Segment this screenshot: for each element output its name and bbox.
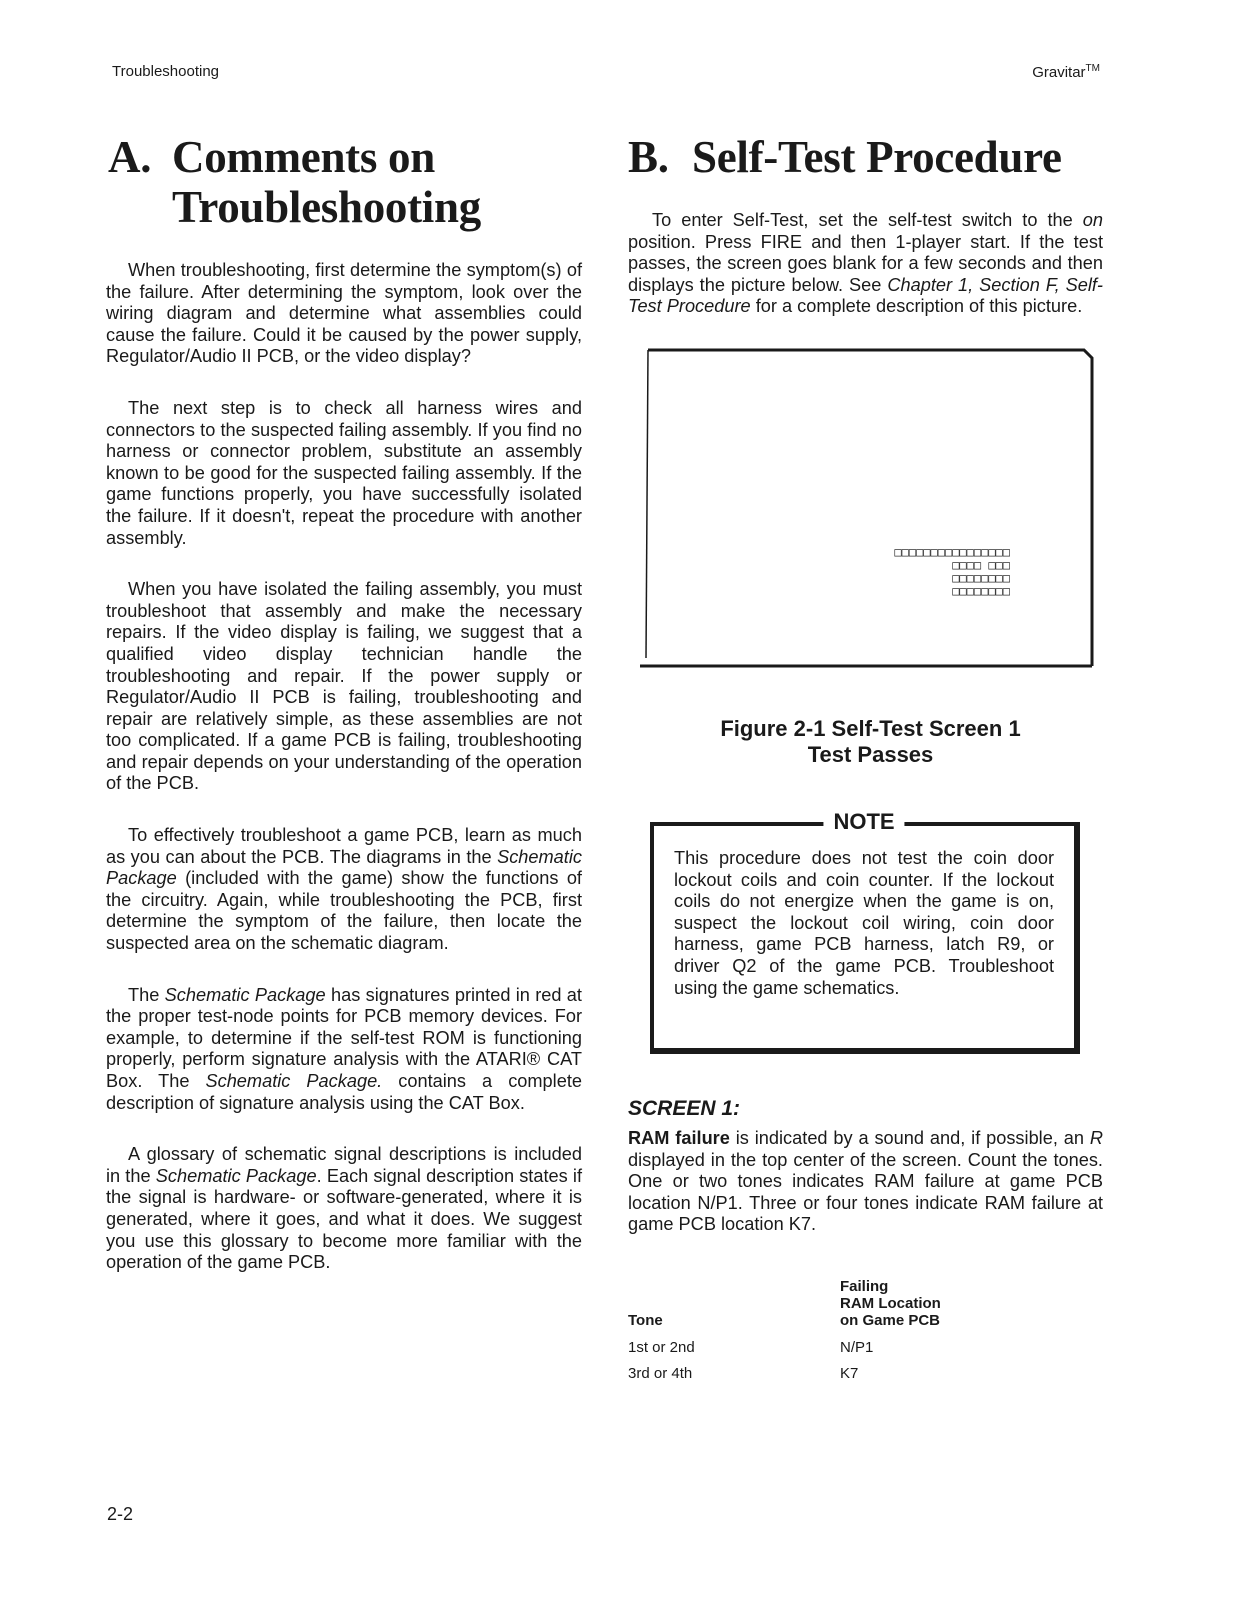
trademark-mark: TM — [1085, 63, 1100, 74]
screen-row: □□□□□□□□ — [952, 583, 1010, 598]
chapter-reference: Chapter 1, Section F, Self-Test Procedure — [628, 274, 1103, 317]
section-a — [106, 132, 582, 1274]
text-run: To enter Self-Test, set the self-test switch to the — [652, 210, 1083, 230]
section-b — [628, 132, 1103, 1391]
text-run: contains a complete description of signature analysis using the CAT Box. — [106, 1071, 582, 1113]
paragraph-learn-pcb — [106, 825, 582, 955]
section-a-heading — [108, 132, 582, 232]
cell-tone: 3rd or 4th — [628, 1364, 693, 1382]
text-run: has signatures printed in red at the proper test-node points for PCB memory devices. For example, to determine if the self-test ROM is functioning properly, perform signature analysis with the ATARI® CAT Box. The — [106, 984, 582, 1091]
self-test-screen-figure — [636, 348, 1094, 672]
header-tone: Tone — [628, 1311, 663, 1329]
text-run: displayed in the top center of the screen. Count the tones. One or two tones indicates RAM failure at game PCB location N/P1. Three or four tones indicate RAM failure at game PCB location K7. — [628, 1149, 1103, 1235]
schematic-package-ref: Schematic Package. — [205, 1071, 383, 1091]
paragraph-glossary — [106, 1144, 582, 1274]
section-b-heading — [628, 132, 1103, 182]
section-a-number: A. — [108, 132, 152, 182]
note-title: NOTE — [823, 808, 904, 836]
figure-caption — [628, 716, 1103, 768]
section-a-title-line1: Comments on — [172, 132, 435, 182]
screen-test-pattern — [894, 546, 1010, 598]
schematic-package-ref: Schematic Package — [106, 846, 582, 889]
schematic-package-ref: Schematic Package — [164, 984, 326, 1005]
schematic-package-ref: Schematic Package — [155, 1165, 317, 1186]
cell-location: K7 — [840, 1364, 859, 1382]
ram-location-table — [628, 1278, 941, 1391]
text-run: To effectively troubleshoot a game PCB, learn as much as you can about the PCB. The diagrams in the — [106, 825, 582, 867]
table-header-row — [628, 1278, 941, 1339]
table-row — [628, 1339, 941, 1365]
paragraph-check-harness: The next step is to check all harness wires and connectors to the suspected failing assembly. If you find no harness or connector problem, substitute an assembly known to be good for the suspected failing assembly. If the game functions properly, you have successfully isolated the failure. If it doesn't, repeat the procedure with another assembly. — [106, 397, 582, 548]
section-a-title-line2: Troubleshooting — [172, 182, 481, 232]
figure-caption-line1: Figure 2-1 Self-Test Screen 1 — [720, 715, 1021, 741]
screen-row: □□□□□□□□ — [952, 570, 1010, 585]
header-line: Failing — [840, 1277, 889, 1295]
ram-failure-term: RAM failure — [628, 1127, 730, 1148]
figure-caption-line2: Test Passes — [807, 741, 934, 767]
table-row — [628, 1365, 941, 1391]
text-run: is indicated by a sound and, if possible, an — [729, 1127, 1090, 1148]
text-run: (included with the game) show the functions of the circuitry. Again, while troubleshooting the PCB, first determine the symptom of the failure, then locate the suspected area on the schematic diagram. — [106, 868, 582, 954]
game-title: Gravitar — [1032, 64, 1086, 81]
on-position-ref: on — [1082, 210, 1103, 230]
paragraph-determine-symptom: When troubleshooting, first determine the symptom(s) of the failure. After determining the symptom, look over the wiring diagram and determine what assemblies could cause the failure. Could it be caused by the power supply, Regulator/Audio II PCB, or the video display? — [106, 260, 582, 367]
section-b-number: B. — [628, 132, 669, 182]
running-head-left: Troubleshooting — [112, 63, 220, 80]
text-run: for a complete description of this picture. — [750, 296, 1083, 317]
paragraph-isolated-assembly: When you have isolated the failing assembly, you must troubleshoot that assembly and make the necessary repairs. If the video display is failing, we suggest that a qualified video display technician handle the troubleshooting and repair. If the power supply or Regulator/Audio II PCB is failing, troubleshooting and repair are relatively simple, as these assemblies are not too complicated. If a game PCB is failing, troubleshooting and repair depends on your understanding of the operation of the PCB. — [106, 579, 582, 794]
note-box — [650, 808, 1080, 1054]
page-number: 2-2 — [107, 1504, 134, 1524]
header-line: on Game PCB — [840, 1311, 941, 1329]
section-b-title: Self-Test Procedure — [692, 132, 1062, 182]
note-text: This procedure does not test the coin door lockout coils and coin counter. If the lockout coils do not energize when the game is on, suspect the lockout coil wiring, coin door harness, game PCB harness, latch R9, or driver Q2 of the game PCB. Troubleshoot using the game schematics. — [674, 847, 1054, 998]
cell-location: N/P1 — [840, 1338, 874, 1356]
paragraph-ram-failure — [628, 1128, 1103, 1236]
paragraph-enter-self-test — [628, 210, 1103, 318]
cell-tone: 1st or 2nd — [628, 1338, 695, 1356]
text-run: . Each signal description states if the signal is hardware- or software-generated, where it is generated, where it goes, and what it does. We suggest you use this glossary to become more familiar with the operation of the game PCB. — [106, 1165, 582, 1273]
screen-1-heading: SCREEN 1: — [628, 1096, 741, 1120]
text-run: The — [128, 984, 165, 1005]
screen-row: □□□□□□□□□□□□□□□□ — [894, 544, 1010, 559]
text-run: position. Press FIRE and then 1-player start. If the test passes, the screen goes blank for a few seconds and then displays the picture below. See — [628, 231, 1103, 295]
screen-frame-outline — [636, 348, 1094, 672]
r-indicator: R — [1089, 1127, 1103, 1148]
header-failing-ram-location — [840, 1278, 941, 1339]
text-run: A glossary of schematic signal descriptions is included in the — [106, 1144, 582, 1186]
screen-row: □□□□ □□□ — [952, 557, 1010, 572]
header-line: RAM Location — [840, 1294, 941, 1312]
running-head-right — [1032, 63, 1100, 81]
paragraph-signatures — [106, 985, 582, 1115]
